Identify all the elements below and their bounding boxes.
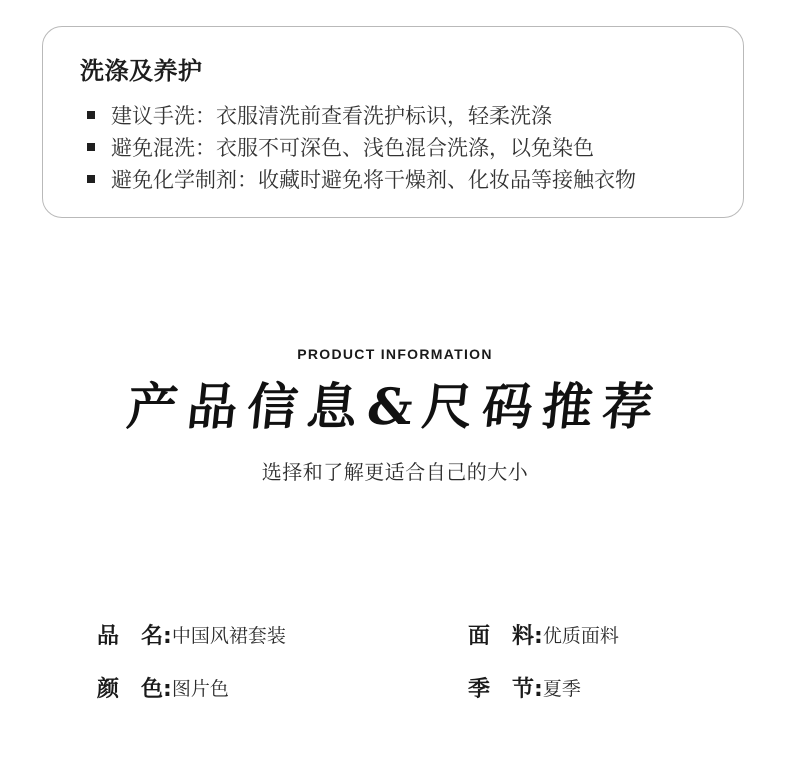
section-subtitle: 选择和了解更适合自己的大小 (261, 460, 529, 484)
spec-fabric-value: 优质面料 (542, 624, 619, 647)
spec-season-label: 季 节: (468, 676, 543, 702)
care-item-hand-wash (87, 99, 636, 131)
spec-name-label: 品 名: (97, 623, 172, 649)
spec-fabric-label: 面 料: (468, 623, 543, 649)
spec-color-value: 图片色 (171, 677, 229, 700)
care-instructions-box (42, 26, 744, 218)
spec-fabric (468, 619, 619, 649)
spec-name-value: 中国风裙套装 (171, 624, 286, 647)
square-bullet-icon (87, 111, 95, 119)
section-eyebrow: PRODUCT INFORMATION (297, 346, 493, 362)
square-bullet-icon (87, 175, 95, 183)
spec-color-label: 颜 色: (97, 676, 172, 702)
square-bullet-icon (87, 143, 95, 151)
spec-color (97, 672, 229, 702)
care-item-text: 避免混洗：衣服不可深色、浅色混合洗涤，以免染色 (111, 136, 594, 160)
section-title: 产品信息&尺码推荐 (124, 377, 666, 436)
spec-name (97, 619, 286, 649)
spec-season-value: 夏季 (542, 677, 581, 700)
care-item-avoid-chemicals (87, 163, 636, 195)
care-item-separate-wash (87, 131, 636, 163)
care-title: 洗涤及养护 (80, 57, 203, 85)
care-item-text: 建议手洗：衣服清洗前查看洗护标识，轻柔洗涤 (111, 104, 552, 128)
care-list (87, 99, 636, 195)
care-item-text: 避免化学制剂：收藏时避免将干燥剂、化妆品等接触衣物 (111, 168, 636, 192)
spec-season (468, 672, 581, 702)
